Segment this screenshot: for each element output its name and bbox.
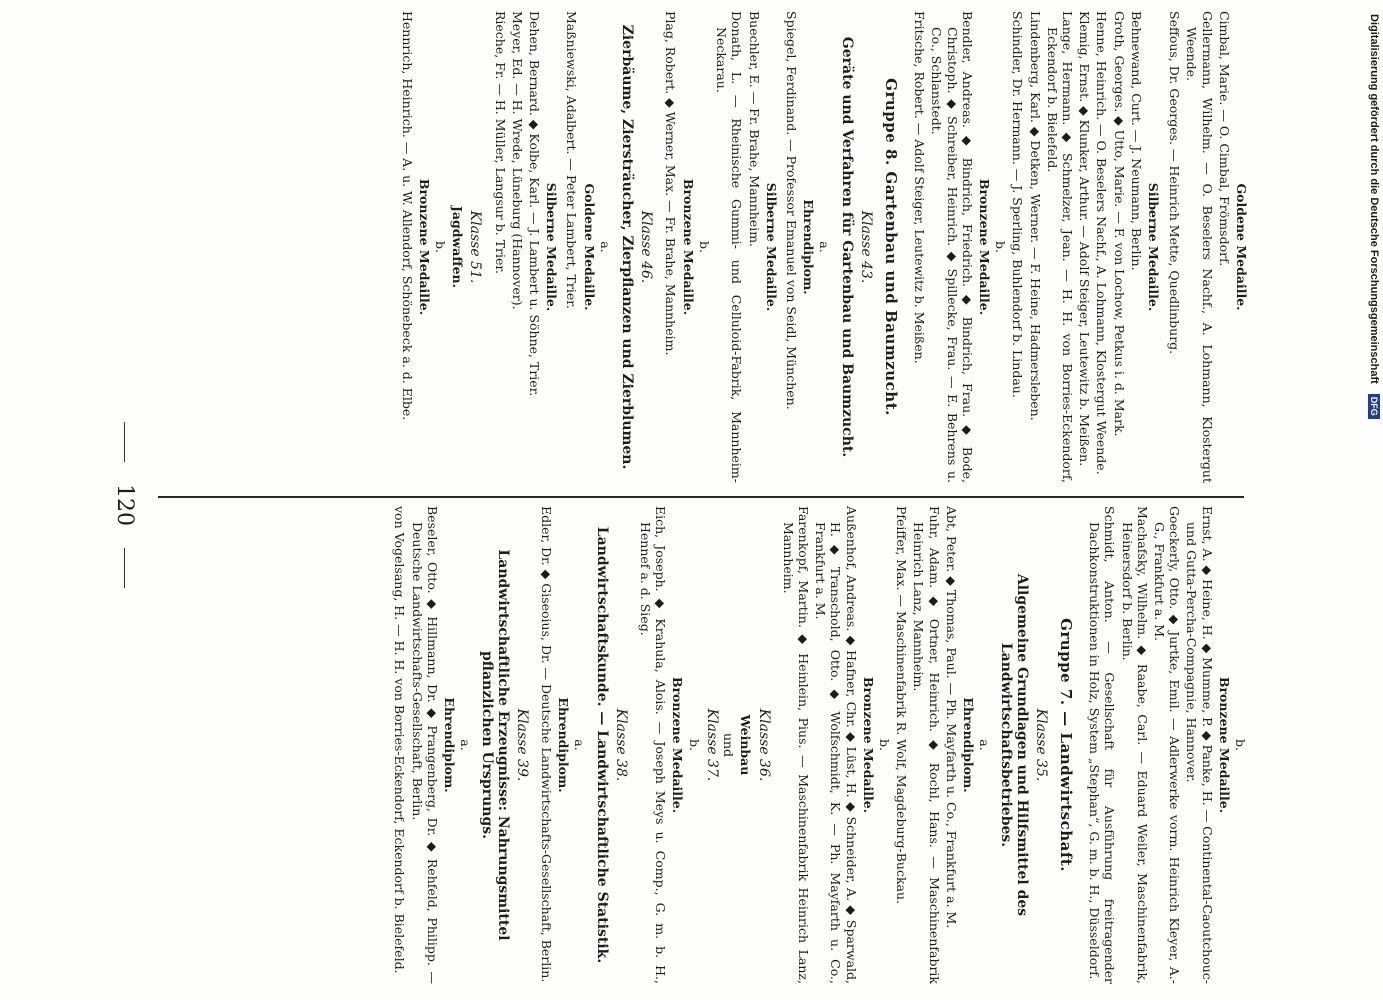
section-b-label: b. — [1233, 739, 1248, 751]
page-number: 120 — [112, 484, 138, 526]
award-heading: Ehrendiplom. — [442, 697, 458, 793]
klasse-heading: Klasse 43. — [857, 210, 874, 284]
section-b-label: b. — [686, 739, 702, 751]
section-a-label: a. — [458, 739, 474, 751]
award-entry: Fritsche, Robert. — Adolf Steiger, Leutewitz b. Meißen. — [912, 11, 928, 364]
award-entry: Rieche, Fr. — H. Müller, Langsur b. Trier. — [492, 11, 508, 274]
award-entry: Spiegel, Ferdinand. — Professor Emanuel von Seidl, München. — [783, 11, 799, 410]
award-heading: Silberne Medaille. — [763, 182, 779, 312]
award-heading: Ehrendiplom. — [960, 697, 976, 793]
right-column — [120, 5, 1250, 489]
award-entry: Pfeiffer, Max. — Maschinenfabrik R. Wolf, Magdeburg-Buckau. — [894, 506, 910, 904]
section-a-label: a. — [977, 739, 993, 751]
award-entry: Henne, Heinrich. — O. Beselers Nachf., A. Lohmann, Klostergut Weende. — [1094, 11, 1110, 475]
award-heading: Silberne Medaille. — [1145, 182, 1161, 312]
section-a-label: a. — [597, 241, 613, 253]
award-entry: Bendler, Andreas. ◆ Bindrich, Friedrich. ◆ Bindrich, Frau. ◆ Bode, Christoph. ◆ Schreiber, Heinrich. ◆ Spillecke, Frau. — E. Behrens u. Co., Schlanstedt. — [929, 11, 975, 483]
class-title: Geräte und Verfahren für Gartenbau und Baumzucht. — [838, 36, 855, 458]
class-title: Landwirtschaftskunde. — Landwirtschaftliche Statistik. — [593, 526, 610, 964]
section-b-label: b. — [876, 739, 892, 751]
award-heading: Silberne Medaille. — [544, 182, 560, 312]
award-entry: Behnewand, Curt. — J. Neumann, Berlin. — [1128, 11, 1144, 271]
section-a-label: a. — [817, 241, 833, 253]
dash-right — [125, 548, 126, 588]
award-heading: Bronzene Medaille. — [976, 178, 992, 316]
klasse-heading: Klasse 37. — [703, 708, 720, 782]
award-entry: von Vogelsang, H. — H. H. von Borries-Eckendorf, Eckendorf b. Bielefeld. — [392, 506, 408, 974]
dfg-logo-badge: DFG — [1368, 394, 1380, 419]
left-column — [220, 500, 1250, 990]
class-title: Allgemeine Grundlagen und Hilfsmittel des Landwirtschaftsbetriebes. — [998, 573, 1030, 917]
award-entry: Farenkopf, Martin. ◆ Heinlein, Pius. — Maschinenfabrik Heinrich Lanz, Mannheim. — [780, 506, 811, 984]
award-heading: Goldene Medaille. — [1234, 183, 1249, 311]
award-heading: Ehrendiplom. — [556, 697, 572, 793]
award-heading: Bronzene Medaille. — [680, 178, 696, 316]
award-entry: Goeckerly, Otto. ◆ Jurtke, Emil. — Adlerwerke vorm. Heinrich Kleyer, A.-G., Frankfurt a. M. — [1151, 506, 1183, 984]
klasse-heading: Klasse 46. — [638, 210, 655, 284]
award-entry: Klemig, Ernst. ◆ Klunker, Arthur. — Adolf Steiger, Leutewitz b. Meißen. — [1077, 11, 1093, 467]
award-entry: Gellermann, Wilhelm. — O. Beselers Nachf., A. Lohmann, Klostergut Weende. — [1184, 11, 1215, 483]
klasse-heading: Klasse 35. — [1032, 708, 1049, 782]
award-entry: Beseler, Otto. ◆ Hillmann, Dr. ◆ Prangenberg, Dr. ◆ Rehfeld, Philipp. — Deutsche Landwirtschafts-Gesellschaft, Berlin. — [409, 506, 440, 984]
award-entry: Seffous, Dr. Georges. — Heinrich Mette, Quedlinburg. — [1167, 11, 1183, 355]
award-entry: Plag, Robert. ◆ Werner, Max. — Fr. Brahe, Mannheim. — [663, 11, 679, 356]
section-a-label: a. — [572, 739, 588, 751]
class-title: Weinbau — [738, 714, 754, 776]
klasse-heading: Klasse 36. — [755, 708, 772, 782]
award-entry: Außenhof, Andreas. ◆ Hafner, Chr. ◆ Lüst, H. ◆ Schneider, A. ◆ Sparwald, H. ◆ Transchold, Otto. ◆ Wolfschmidt, K. — Ph. Mayfarth u. Co., Frankfurt a. M. — [813, 506, 859, 984]
section-b-label: b. — [993, 241, 1009, 253]
award-heading: Ehrendiplom. — [801, 199, 817, 295]
award-entry: Edler, Dr. ◆ Giseoius, Dr. — Deutsche Landwirtschafts-Gesellschaft, Berlin. — [539, 506, 555, 983]
award-entry: Hennrich, Heinrich. — A. u. W. Allendorf, Schönebeck a. d. Elbe. — [399, 11, 415, 421]
award-entry: Meyer, Ed. — H. Wrede, Lüneburg (Hannover). — [509, 11, 525, 310]
class-title: Landwirtschaftliche Erzeugnisse: Nahrungsmittel pflanzlichen Ursprungs. — [479, 549, 511, 941]
group-heading: Gruppe 8. Gartenbau und Baumzucht. — [881, 78, 900, 416]
award-entry: Eich, Joseph. ◆ Krahula, Alois. — Joseph Meys u. Comp., G. m. b. H., Hennef a. d. Sieg. — [638, 506, 669, 984]
klasse-heading: Klasse 51. — [467, 210, 484, 284]
award-entry: Groth, Georges. ◆ Utto, Marie. — F. von Lochow, Petkus i. d. Mark. — [1111, 11, 1127, 437]
section-b-label: b. — [696, 241, 712, 253]
award-heading: Bronzene Medaille. — [1216, 676, 1232, 814]
award-entry: Lange, Hermann. ◆ Schmelzer, Jean. — H. H. von Borries-Eckendorf, Eckendorf b. Bielefeld. — [1044, 11, 1075, 483]
award-entry: Buechler, E. — Fr. Brahe, Mannheim. — [746, 11, 762, 248]
column-separator — [158, 496, 1244, 498]
award-heading: Bronzene Medaille. — [416, 178, 432, 316]
award-entry: Cimbal, Marie. — O. Cimbal, Frömsdorf. — [1216, 11, 1232, 267]
class-title: Jagdwaffen. — [450, 205, 466, 288]
klasse-heading: Klasse 39. — [513, 708, 530, 782]
award-entry: Machafsky, Wilhelm. ◆ Raabe, Carl. — Eduard Weiler, Maschinenfabrik, Heinersdorf b. Berlin. — [1119, 506, 1150, 984]
award-entry: Abt, Peter. ◆ Thomas, Paul. — Ph. Mayfarth u. Co., Frankfurt a. M. — [943, 506, 959, 929]
award-heading: Goldene Medaille. — [581, 183, 597, 311]
award-heading: Bronzene Medaille. — [860, 676, 876, 814]
award-heading: Bronzene Medaille. — [670, 676, 686, 814]
award-entry: Schindler, Dr. Hermann. — J. Sperling, Buhlendorf b. Lindau. — [1010, 11, 1026, 398]
klasse-heading: Klasse 38. — [612, 708, 629, 782]
award-entry: Dehen, Bernard. ◆ Kolbe, Karl. — J. Lambert u. Söhne, Trier. — [527, 11, 543, 397]
award-entry: Schmidt, Anton. — Gesellschaft für Ausführung freitragender Dachkonstruktionen in Holz, System „Stephan“, G. m. b. H., Düsseldorf. — [1087, 506, 1118, 984]
connector-text: und — [721, 732, 737, 758]
class-title: Zierbäume, Ziersträucher, Zierpflanzen und Zierblumen. — [619, 24, 636, 470]
section-b-label: b. — [433, 241, 449, 253]
award-entry: Ernst, A. ◆ Heine, H. ◆ Mumme, P. ◆ Panke, H. — Continental-Caoutchouc- und Gutta-Percha-Compagnie, Hannover. — [1184, 506, 1215, 984]
award-entry: Donath, L. — Rheinische Gummi- und Celluloid-Fabrik, Mannheim-Neckarau. — [714, 11, 745, 483]
award-entry: Fuhr, Adam. ◆ Ortner, Heinrich. ◆ Rochl, Hans. — Maschinenfabrik Heinrich Lanz, Mannheim. — [911, 506, 942, 984]
group-heading: Gruppe 7. — Landwirtschaft. — [1056, 618, 1075, 872]
award-entry: Maßniewski, Adalbert. — Peter Lambert, Trier. — [564, 11, 580, 309]
award-entry: Lindenberg, Karl. ◆ Detken, Werner. — F. Heine, Hadmersleben. — [1027, 11, 1043, 421]
digitization-note — [1363, 14, 1383, 914]
digitization-text: Digitalisierung gefördert durch die Deutsche Forschungsgemeinschaft — [1368, 14, 1380, 384]
